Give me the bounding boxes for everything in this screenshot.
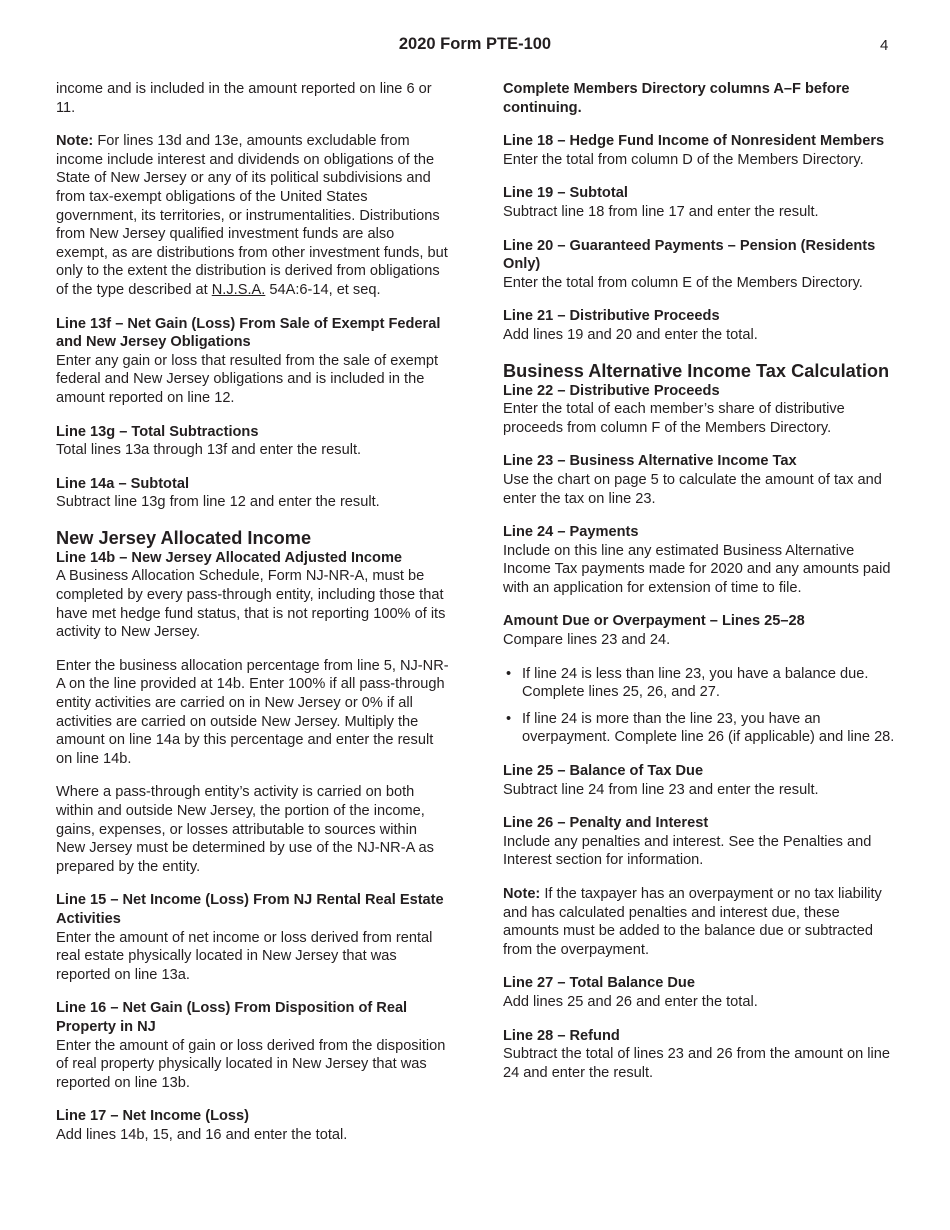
line-23-text: Use the chart on page 5 to calculate the amount of tax and enter the tax on line 23. [503, 471, 882, 507]
amount-due-heading: Amount Due or Overpayment – Lines 25–28 [503, 613, 805, 630]
both-paragraph: Where a pass-through entity’s activity is carried on both within and outside New Jersey, the portion of the income, gains, expenses, or losses attributable to sources within New Jersey must be determined by use of the NJ-NR-A as prepared by the entity. [56, 784, 434, 875]
line-27-text: Add lines 25 and 26 and enter the total. [503, 993, 758, 1010]
line-27-heading: Line 27 – Total Balance Due [503, 975, 695, 992]
line-19-text: Subtract line 18 from line 17 and enter the result. [503, 203, 819, 220]
line-26-heading: Line 26 – Penalty and Interest [503, 815, 709, 832]
line-20-heading: Line 20 – Guaranteed Payments – Pension (Residents Only) [503, 237, 876, 273]
line-13g-heading: Line 13g – Total Subtractions [56, 423, 259, 440]
line-18-block [503, 132, 895, 169]
line-16-text: Enter the amount of gain or loss derived from the disposition of real property physically located in New Jersey that was reported on line 13b. [56, 1037, 446, 1091]
line-13g-block [56, 423, 450, 460]
line-22-heading: Line 22 – Distributive Proceeds [503, 382, 720, 399]
amount-due-block [503, 612, 895, 649]
note-text-end: 54A:6-14, et seq. [265, 281, 381, 298]
line-15-text: Enter the amount of net income or loss derived from rental real estate physically located in New Jersey that was reported on line 13a. [56, 929, 433, 983]
section-heading-bait-calculation: Business Alternative Income Tax Calculation [503, 360, 890, 381]
note-paragraph [56, 132, 450, 299]
amount-due-bullet-list [503, 665, 895, 747]
line-21-block [503, 307, 895, 344]
complete-members-paragraph [503, 80, 895, 117]
line-17-heading: Line 17 – Net Income (Loss) [56, 1108, 250, 1125]
line-23-block [503, 452, 895, 508]
line-18-text: Enter the total from column D of the Members Directory. [503, 151, 864, 168]
line-15-block [56, 891, 450, 984]
line-24-heading: Line 24 – Payments [503, 524, 639, 541]
note-2-text: If the taxpayer has an overpayment or no tax liability and has calculated penalties and interest due, these amounts must be added to the balance due or subtracted from the overpayment. [503, 886, 882, 958]
note-label: Note: [56, 133, 94, 150]
line-17-block [56, 1107, 450, 1144]
line-25-heading: Line 25 – Balance of Tax Due [503, 763, 704, 780]
line-21-heading: Line 21 – Distributive Proceeds [503, 308, 720, 325]
amount-due-text: Compare lines 23 and 24. [503, 632, 671, 649]
line-25-text: Subtract line 24 from line 23 and enter the result. [503, 781, 819, 798]
right-column [503, 80, 895, 1097]
line-13f-block [56, 315, 450, 408]
line-24-block [503, 523, 895, 597]
line-20-block [503, 237, 895, 293]
bullet-overpayment: • If line 24 is more than the line 23, you have an overpayment. Complete line 26 (if applicable) and line 28. [503, 710, 895, 747]
note-text: For lines 13d and 13e, amounts excludable from income include interest and dividends on obligations of the State of New Jersey or any of its political subdivisions and from tax-exempt obligations of the United States government, its territories, or instrumentalities. Distributions from New Jersey qualified investment funds are also exempt, as are distributions from other investment funds, but only to the extent the distribution is derived from obligations of the type described at [56, 133, 448, 298]
line-26-block [503, 814, 895, 870]
line-17-text: Add lines 14b, 15, and 16 and enter the total. [56, 1126, 348, 1143]
line-14a-heading: Line 14a – Subtotal [56, 475, 189, 492]
line-18-heading: Line 18 – Hedge Fund Income of Nonresident Members [503, 133, 885, 150]
line-14b-text: A Business Allocation Schedule, Form NJ-NR-A, must be completed by every pass-through entity, including those that have met hedge fund status, that is not reporting 100% of its activity to New Jersey. [56, 568, 446, 641]
line-26-text: Include any penalties and interest. See the Penalties and Interest section for information. [503, 833, 872, 869]
line-14a-block [56, 475, 450, 512]
page-title: 2020 Form PTE-100 [398, 35, 552, 53]
section-heading-nj-allocated-income: New Jersey Allocated Income [56, 527, 312, 548]
line-16-block [56, 999, 450, 1092]
bullet-balance-due: • If line 24 is less than line 23, you have a balance due. Complete lines 25, 26, and 27. [503, 665, 895, 702]
line-28-text: Subtract the total of lines 23 and 26 from the amount on line 24 and enter the result. [503, 1046, 890, 1081]
note-2-paragraph [503, 885, 895, 959]
intro-paragraph: income and is included in the amount reported on line 6 or 11. [56, 81, 432, 116]
line-14a-text: Subtract line 13g from line 12 and enter the result. [56, 494, 380, 511]
line-13f-heading: Line 13f – Net Gain (Loss) From Sale of Exempt Federal and New Jersey Obligations [56, 315, 441, 351]
line-16-heading: Line 16 – Net Gain (Loss) From Disposition of Real Property in NJ [56, 1000, 408, 1035]
line-23-heading: Line 23 – Business Alternative Income Tax [503, 453, 797, 470]
line-19-block [503, 184, 895, 221]
line-22-block [503, 360, 895, 438]
line-27-block [503, 974, 895, 1011]
line-28-block [503, 1027, 895, 1083]
line-14b-heading: Line 14b – New Jersey Allocated Adjusted Income [56, 549, 403, 566]
line-19-heading: Line 19 – Subtotal [503, 185, 628, 202]
page-number: 4 [880, 37, 889, 54]
line-25-block [503, 762, 895, 799]
line-28-heading: Line 28 – Refund [503, 1027, 620, 1044]
line-22-text: Enter the total of each member’s share of distributive proceeds from column F of the Members Directory. [503, 401, 845, 436]
line-24-text: Include on this line any estimated Business Alternative Income Tax payments made for 2020 and any amounts paid with an application for extension of time to file. [503, 542, 891, 596]
note-2-label: Note: [503, 886, 541, 902]
allocation-paragraph: Enter the business allocation percentage from line 5, NJ-NR-A on the line provided at 14b. Enter 100% if all pass-through entity activities are carried on in New Jersey or 0% if all activities are carried on outside New Jersey. Multiply the amount on line 14a by this percentage and enter the result on line 14b. [56, 657, 449, 767]
line-20-text: Enter the total from column E of the Members Directory. [503, 274, 863, 291]
complete-members-text: Complete Members Directory columns A–F before continuing. [503, 81, 850, 116]
line-14b-block [56, 527, 450, 642]
left-column [56, 80, 450, 1160]
line-21-text: Add lines 19 and 20 and enter the total. [503, 326, 758, 343]
line-13f-text: Enter any gain or loss that resulted from the sale of exempt federal and New Jersey obligations and is included in the amount reported on line 12. [56, 352, 439, 406]
line-15-heading: Line 15 – Net Income (Loss) From NJ Rental Real Estate Activities [56, 892, 444, 927]
line-13g-text: Total lines 13a through 13f and enter the result. [56, 442, 362, 459]
njsa-link[interactable]: N.J.S.A. [211, 281, 266, 298]
